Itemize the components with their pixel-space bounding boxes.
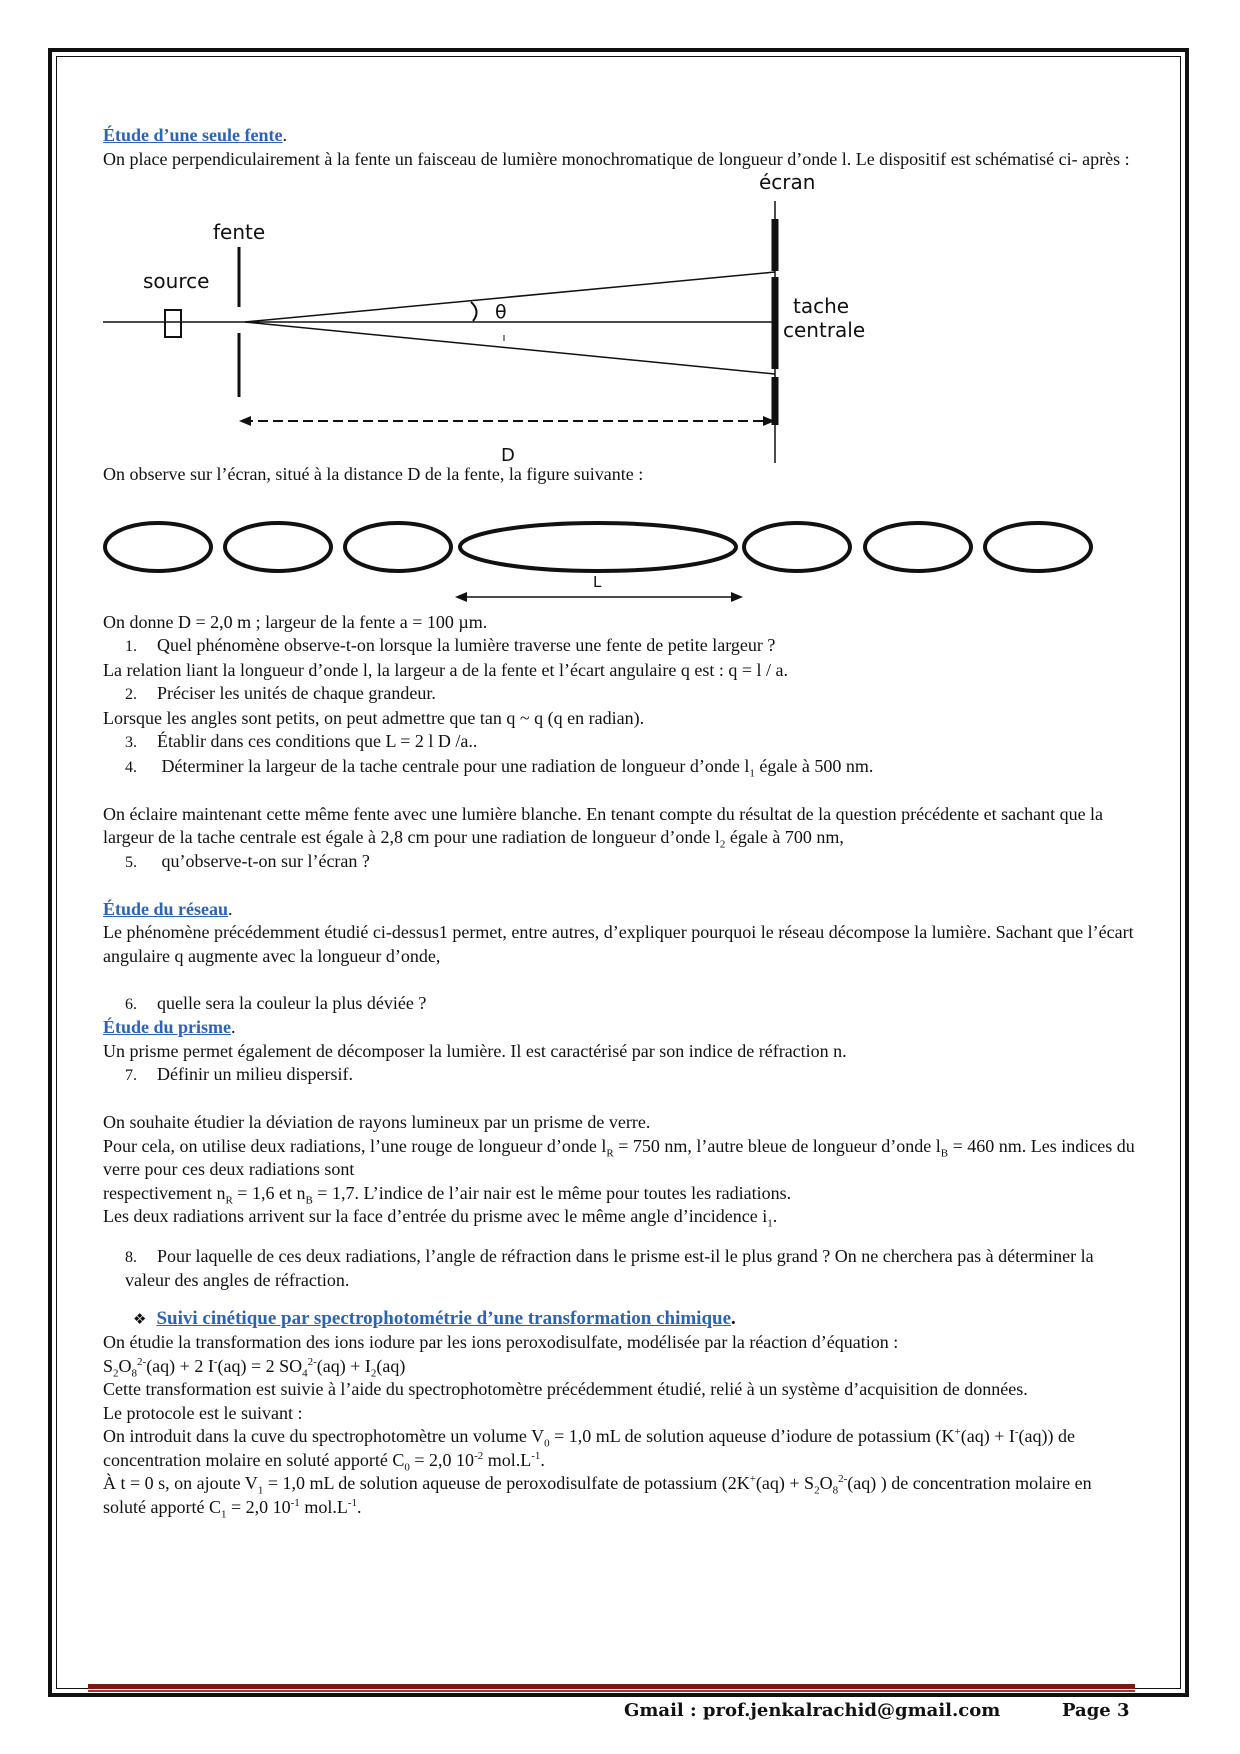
paragraph: Cette transformation est suivie à l’aide du spectrophotomètre précédemment étudié, relié à un système d’acquisition de données.	[103, 1379, 1028, 1399]
heading-link[interactable]: Étude du prisme	[103, 1017, 232, 1037]
paragraph: On donne D = 2,0 m ; largeur de la fente a = 100 µm.	[103, 611, 488, 632]
paragraph: On éclaire maintenant cette même fente avec une lumière blanche. En tenant compte du résultat de la question précédente et sachant que la largeur de la tache centrale est égale à 2,8 cm pour une radiation de longueur d’onde $l_2$ égale à 700 nm,	[103, 803, 1104, 851]
diamond-bullet-icon: ❖	[133, 1309, 147, 1328]
question-1: 1. Quel phénomène observe-t-on lorsque la lumière traverse une fente de petite largeur ?	[125, 635, 776, 655]
paragraph: Lorsque les angles sont petits, on peut admettre que tan q ~ q (q en radian).	[103, 707, 645, 728]
paragraph: Les deux radiations arrivent sur la face d’entrée du prisme avec le même angle d’incidence $i_1$.	[103, 1206, 778, 1230]
question-7: 7. Définir un milieu dispersif.	[125, 1064, 353, 1084]
footer-email: Gmail : prof.jenkalrachid@gmail.com	[624, 1700, 1001, 1721]
question-5: 5. qu’observe-t-on sur l’écran ?	[125, 850, 370, 871]
footer-page-number: Page 3	[1062, 1700, 1130, 1721]
paragraph: On observe sur l’écran, situé à la distance D de la fente, la figure suivante :	[103, 464, 644, 484]
paragraph: À t = 0 s, on ajoute $V_1 = 1,0$ mL de solution aqueuse de peroxodisulfate de potassium ($2K^+(aq) + S_2O_8^{2-}(aq)$ ) de concentration molaire en soluté apporté $C_1 = 2,0$ $10^{-1}$ $mol.L^{-1}$.	[103, 1473, 1092, 1521]
slit-diffraction-diagram	[103, 173, 963, 463]
reaction-equation: $S_2O_8^{2-}(aq) + 2$ I-(aq) = 2 $SO_4^{2-}(aq) + I_2(aq)$	[103, 1355, 406, 1380]
heading-link[interactable]: Étude d’une seule fente	[103, 125, 283, 145]
document-body	[103, 124, 1135, 1519]
question-6: 6. quelle sera la couleur la plus déviée ?	[125, 992, 427, 1013]
paragraph: Pour cela, on utilise deux radiations, l’une rouge de longueur d’onde $l_R = 750$ nm, l’autre bleue de longueur d’onde $l_B = 460$ nm. Les indices du verre pour ces deux radiations sont	[103, 1135, 1135, 1179]
question-4: 4. Déterminer la largeur de la tache centrale pour une radiation de longueur d’onde $l_1$ égale à 500 nm.	[125, 755, 874, 780]
label-screen: écran	[759, 173, 816, 194]
label-slit: fente	[213, 220, 266, 244]
question-3: 3. Établir dans ces conditions que L = 2 l D /a..	[125, 731, 478, 751]
heading-link[interactable]: Étude du réseau	[103, 898, 229, 919]
paragraph: On introduit dans la cuve du spectrophotomètre un volume $V_0 = 1,0$ mL de solution aqueuse d’iodure de potassium (K+(aq) + I-(aq)) de concentration molaire en soluté apporté $C_0 = 2,0$ $10^{-2}$ $mol.L^{-1}$.	[103, 1426, 1075, 1474]
paragraph: Le protocole est le suivant :	[103, 1402, 303, 1423]
label-central-spot-1: tache	[793, 294, 850, 318]
label-width: L	[593, 572, 602, 591]
section-heading-kinetics: ❖ Suivi cinétique par spectrophotométrie d’une transformation chimique.	[133, 1307, 736, 1329]
label-theta: θ	[495, 301, 507, 323]
paragraph: Le phénomène précédemment étudié ci-dessus1 permet, entre autres, d’expliquer pourquoi le réseau décompose la lumière. Sachant que l’écart angulaire q augmente avec la longueur d’onde,	[103, 922, 1134, 966]
question-8: 8. Pour laquelle de ces deux radiations, l’angle de réfraction dans le prisme est-il le plus grand ? On ne cherchera pas à déterminer la valeur des angles de réfraction.	[125, 1245, 1094, 1290]
paragraph: Un prisme permet également de décomposer la lumière. Il est caractérisé par son indice de réfraction n.	[103, 1040, 847, 1061]
paragraph: On place perpendiculairement à la fente un faisceau de lumière monochromatique de longueur d’onde l. Le dispositif est schématisé ci- après :	[103, 148, 1130, 169]
label-distance: D	[501, 445, 515, 463]
paragraph: On souhaite étudier la déviation de rayons lumineux par un prisme de verre.	[103, 1112, 651, 1132]
paragraph: On étudie la transformation des ions iodure par les ions peroxodisulfate, modélisée par la réaction d’équation :	[103, 1332, 899, 1352]
section-heading-prism: Étude du prisme.	[103, 1017, 236, 1037]
section-heading-grating: Étude du réseau.	[103, 898, 233, 919]
footer-rule	[88, 1684, 1135, 1689]
section-heading-slit: Étude d’une seule fente.	[103, 125, 287, 145]
question-2: 2. Préciser les unités de chaque grandeur.	[125, 683, 436, 703]
label-source: source	[143, 269, 210, 293]
label-central-spot-2: centrale	[783, 318, 866, 342]
heading-link[interactable]: Suivi cinétique par spectrophotométrie d’une transformation chimique	[156, 1307, 732, 1329]
paragraph: La relation liant la longueur d’onde l, la largeur a de la fente et l’écart angulaire q est : q = l / a.	[103, 659, 789, 680]
diffraction-pattern-figure	[103, 491, 1143, 609]
paragraph: respectivement $n_R = 1,6$ et $n_B = 1,7$. L’indice de l’air nair est le même pour toutes les radiations.	[103, 1182, 792, 1207]
footer-rule-thin	[88, 1690, 1135, 1692]
